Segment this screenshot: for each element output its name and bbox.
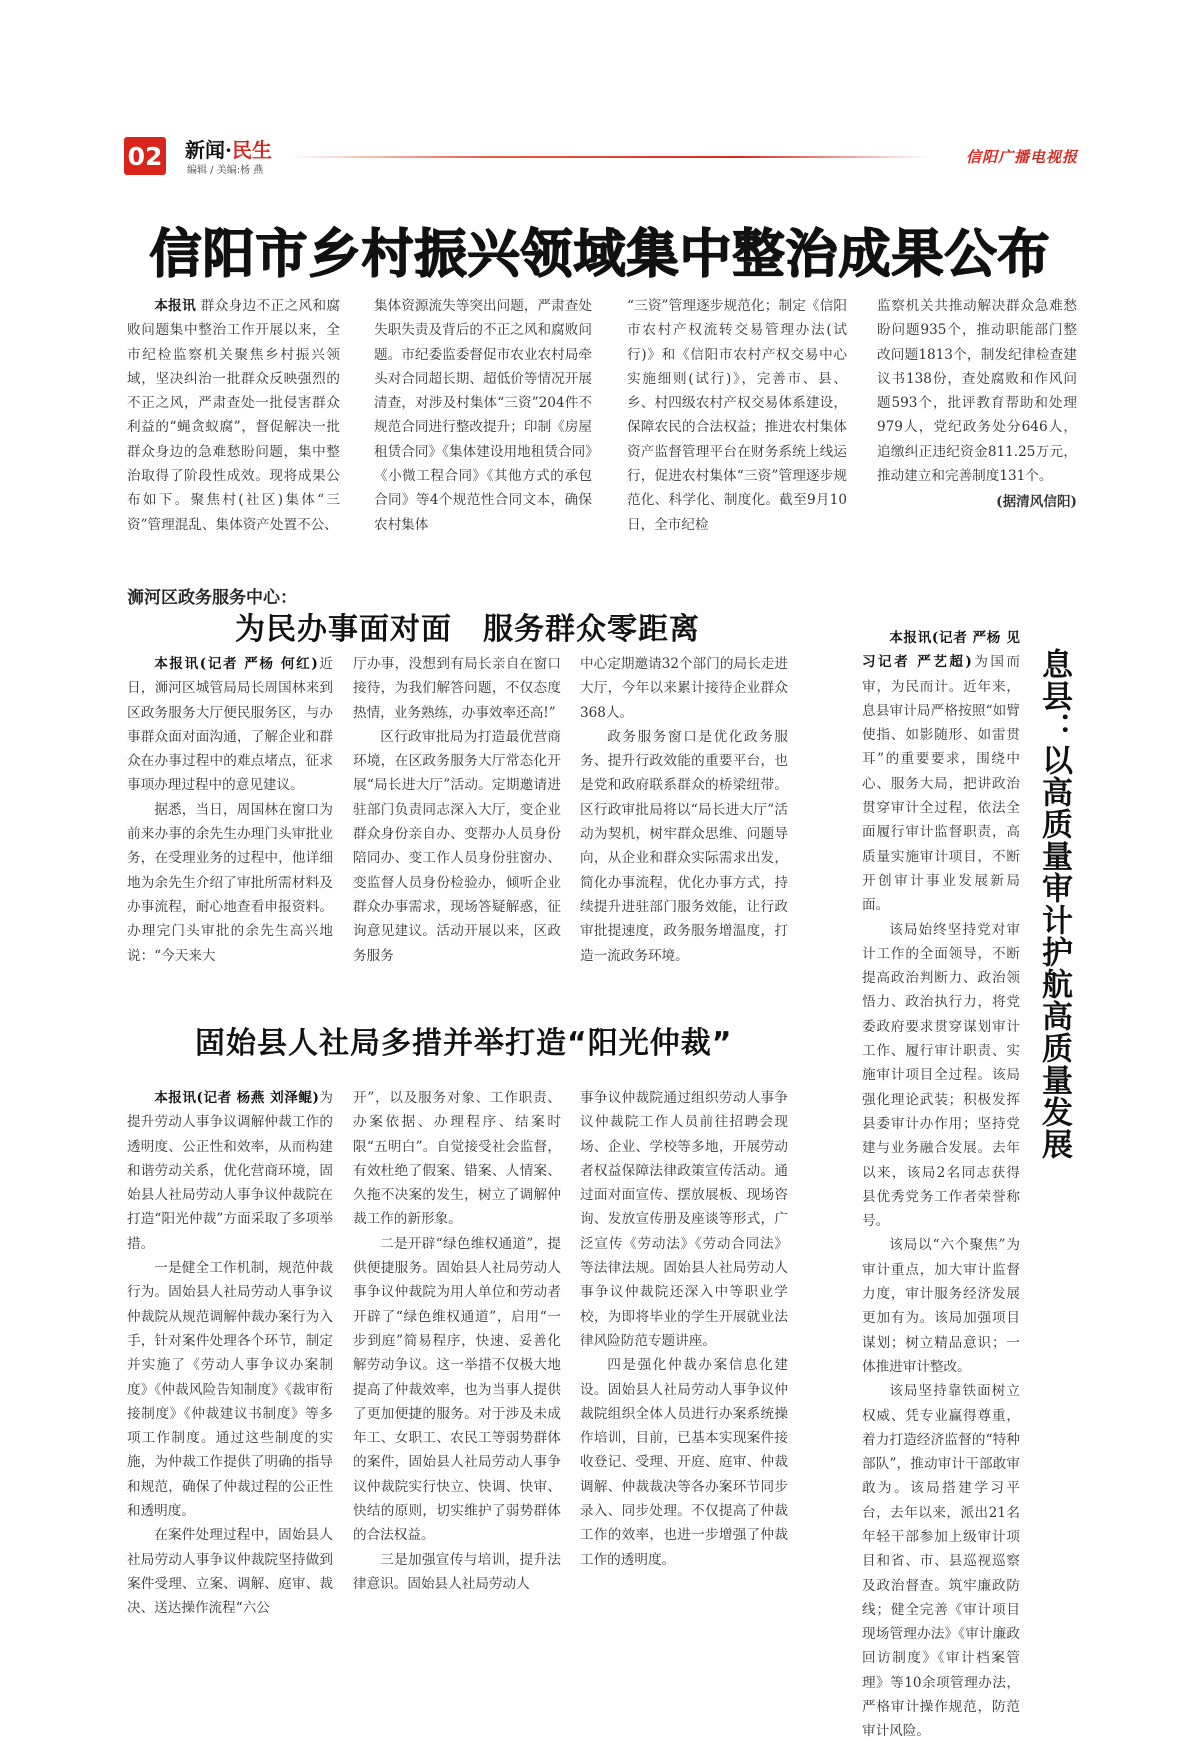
article4-headline: 息县：以高质量审计护航高质量发展 — [1036, 648, 1072, 1160]
article4-p4: 该局坚持靠铁面树立权威、凭专业赢得尊重，着力打造经济监督的“特种部队”，推动审计干部敢审敢为。该局搭建学习平台，去年以来，派出21名年轻干部参加上级审计项目和省、市、县巡视巡察及政治督查。筑牢廉政防线；健全完善《审计项目现场管理办法》《审计廉政回访制度》《审计档案管理》等10余项管理办法，严格审计操作规范，防范审计风险。 — [862, 1383, 1020, 1740]
article2-headline: 为民办事面对面 服务群众零距离 — [235, 612, 700, 647]
header-rule — [290, 156, 930, 158]
article1-col1-text: 群众身边不正之风和腐败问题集中整治工作开展以来，全市纪检监察机关聚焦乡村振兴领域，坚决纠治一批群众反映强烈的不正之风，严肃查处一批侵害群众利益的“蝇贪蚁腐”，督促解决一批群众身边的急难愁盼问题，集中整治取得了阶段性成效。现将成果公布如下。聚焦村(社区)集体“三资”管理混乱、集体资产处置不公、 — [127, 298, 341, 533]
article3-byline: 杨燕 刘泽鲲) — [236, 1090, 319, 1106]
article1-col2 — [374, 294, 592, 537]
article4-p3: 该局以“六个聚焦”为审计重点，加大审计监督力度，审计服务经济发展更加有为。该局加强项目谋划；树立精品意识；一体推进审计整改。 — [862, 1237, 1020, 1375]
article1-col3-text: “三资”管理逐步规范化；制定《信阳市农村产权流转交易管理办法(试行)》和《信阳市农村产权交易中心实施细则(试行)》，完善市、县、乡、村四级农村产权交易体系建设，保障农民的合法权益；推进农村集体资产监督管理平台在财务系统上线运行，促进农村集体“三资”管理逐步规范化、科学化、制度化。截至9月10日，全市纪检 — [627, 298, 847, 533]
article3-c2p2: 二是开辟“绿色维权通道”，提供便捷服务。固始县人社局劳动人事争议仲裁院为用人单位和劳动者开辟了“绿色维权通道”，启用“一步到庭”简易程序，快速、妥善化解劳动争议。这一举措不仅极大地提高了仲裁效率，也为当事人提供了更加便捷的服务。对于涉及未成年工、女职工、农民工等弱势群体的案件，固始县人社局劳动人事争议仲裁院实行快立、快调、快审、快结的原则，切实维护了弱势群体的合法权益。 — [353, 1235, 561, 1544]
article2-c1p1: 近日，浉河区城管局局长周国林来到区政务服务大厅便民服务区，与办事群众面对面沟通，了解企业和群众在办事过程中的难点堵点，征求事项办理过程中的意见建议。 — [127, 656, 334, 794]
main-headline: 信阳市乡村振兴领域集中整治成果公布 — [149, 225, 1051, 285]
article2-c1p2: 据悉，当日，周国林在窗口为前来办事的余先生办理门头审批业务，在受理业务的过程中，他详细地为余先生介绍了审批所需材料及办事流程，耐心地查看申报资料。办理完门头审批的余先生高兴地说：“今天来大 — [127, 801, 333, 964]
section-title — [185, 134, 272, 163]
article3-c1p1: 为提升劳动人事争议调解仲裁工作的透明度、公正性和效率，从而构建和谐劳动关系，优化营商环境，固始县人社局劳动人事争议仲裁院在打造“阳光仲裁”方面采取了多项举措。 — [127, 1090, 334, 1252]
article3-c1p3: 在案件处理过程中，固始县人社局劳动人事争议仲裁院坚持做到案件受理、立案、调解、庭审、裁决、送达操作流程“六公 — [127, 1527, 333, 1617]
article3-col2 — [353, 1086, 561, 1596]
article3-lead: 本报讯(记者 — [154, 1090, 232, 1106]
article4-body — [862, 626, 1020, 1744]
article3-c3p2: 四是强化仲裁办案信息化建设。固始县人社局劳动人事争议仲裁院组织全体人员进行办案系统操作培训，目前，已基本实现案件接收登记、受理、开庭、庭审、仲裁调解、仲裁裁决等各办案环节同步录入、同步处理。不仅提高了仲裁工作的效率，也进一步增强了仲裁工作的透明度。 — [580, 1357, 788, 1568]
article4-p1: 为国而审，为民而计。近年来，息县审计局严格按照“如臂使指、如影随形、如雷贯耳”的重要要求，围绕中心、服务大局，把讲政治贯穿审计全过程，依法全面履行审计监督职责，高质量实施审计项目，不断开创审计事业发展新局面。 — [862, 654, 1021, 914]
article3-col1 — [127, 1086, 333, 1621]
article3-c3p1: 事争议仲裁院通过组织劳动人事争议仲裁院工作人员前往招聘会现场、企业、学校等多地，开展劳动者权益保障法律政策宣传活动。通过面对面宣传、摆放展板、现场咨询、发放宣传册及座谈等形式，广泛宣传《劳动法》《劳动合同法》等法律法规。固始县人社局劳动人事争议仲裁院还深入中等职业学校，为即将毕业的学生开展就业法律风险防范专题讲座。 — [580, 1090, 788, 1349]
article3-col3 — [580, 1086, 788, 1572]
article2-col1 — [127, 652, 333, 968]
article3-headline: 固始县人社局多措并举打造“阳光仲裁” — [195, 1026, 733, 1061]
article1-col4-text: 监察机关共推动解决群众急难愁盼问题935个，推动职能部门整改问题1813个，制发纪律检查建议书138份，查处腐败和作风问题593个，批评教育帮助和处理979人，党纪政务处分646人，追缴纠正违纪资金811.25万元，推动建立和完善制度131个。 — [877, 298, 1077, 485]
editor-credit: 编辑 / 美编:杨 燕 — [187, 165, 264, 176]
article2-byline: 严杨 何红) — [244, 656, 318, 672]
paper-name: 信阳广播电视报 — [965, 148, 1078, 166]
article2-col2 — [353, 652, 561, 968]
article2-c3p2: 政务服务窗口是优化政务服务、提升行政效能的重要平台，也是党和政府联系群众的桥梁纽带。区行政审批局将以“局长进大厅”活动为契机，树牢群众思维、问题导向，从企业和群众实际需求出发，简化办事流程，优化办事方式，持续提升进驻部门服务效能，让行政审批提速度，政务服务增温度，打造一流政务环境。 — [580, 728, 788, 964]
article1-lead: 本报讯 — [154, 298, 197, 314]
article2-c2p1: 厅办事，没想到有局长亲自在窗口接待，为我们解答问题，不仅态度热情，业务熟练，办事效率还高!” — [353, 656, 561, 721]
section-highlight: 民生 — [231, 138, 272, 162]
article2-c3p1: 中心定期邀请32个部门的局长走进大厅，今年以来累计接待企业群众368人。 — [580, 656, 788, 721]
article4-byline: 严杨 见习记者 严艺超) — [862, 630, 1020, 671]
article1-col2-text: 集体资源流失等突出问题，严肃查处失职失责及背后的不正之风和腐败问题。市纪委监委督促市农业农村局牵头对合同超长期、超低价等情况开展清查，对涉及村集体“三资”204件不规范合同进行整改提升；印制《房屋租赁合同》《集体建设用地租赁合同》《小微工程合同》《其他方式的承包合同》等4个规范性合同文本，确保农村集体 — [374, 298, 592, 533]
article4-p2: 该局始终坚持党对审计工作的全面领导，不断提高政治判断力、政治领悟力、政治执行力，将党委政府要求贯穿谋划审计工作、履行审计职责、实施审计项目全过程。该局强化理论武装；积极发挥县委审计办作用；坚持党建与业务融合发展。去年以来，该局2名同志获得县优秀党务工作者荣誉称号。 — [862, 921, 1020, 1230]
article4-lead: 本报讯(记者 — [889, 630, 968, 646]
article2-c2p2: 区行政审批局为打造最优营商环境，在区政务服务大厅常态化开展“局长进大厅”活动。定期邀请进驻部门负责同志深入大厅，变企业群众身份亲自办、变帮办人员身份陪同办、变工作人员身份驻窗办、变监督人员身份检验办，倾听企业群众办事需求，现场答疑解惑，征询意见建议。活动开展以来，区政务服务 — [353, 728, 561, 964]
article3-c2p3: 三是加强宣传与培训，提升法律意识。固始县人社局劳动人 — [353, 1551, 561, 1592]
page-number: 02 — [124, 137, 166, 175]
article2-kicker: 浉河区政务服务中心： — [127, 588, 297, 608]
article2-lead: 本报讯(记者 — [154, 656, 239, 672]
article1-col1 — [127, 294, 340, 537]
article3-c1p2: 一是健全工作机制，规范仲裁行为。固始县人社局劳动人事争议仲裁院从规范调解仲裁办案行为入手，针对案件处理各个环节，制定并实施了《劳动人事争议办案制度》《仲裁风险告知制度》《裁审衔接制度》《仲裁建议书制度》等多项工作制度。通过这些制度的实施，为仲裁工作提供了明确的指导和规范，确保了仲裁过程的公正性和透明度。 — [127, 1260, 333, 1520]
article1-col4 — [877, 294, 1077, 515]
section-prefix: 新闻· — [185, 138, 232, 162]
article2-col3 — [580, 652, 788, 968]
article1-col3 — [627, 294, 847, 537]
article3-c2p1: 开”，以及服务对象、工作职责、办案依据、办理程序、结案时限“五明白”。自觉接受社会监督，有效杜绝了假案、错案、人情案、久拖不决案的发生，树立了调解仲裁工作的新形象。 — [353, 1090, 561, 1228]
article1-source: (据清风信阳) — [996, 494, 1077, 511]
